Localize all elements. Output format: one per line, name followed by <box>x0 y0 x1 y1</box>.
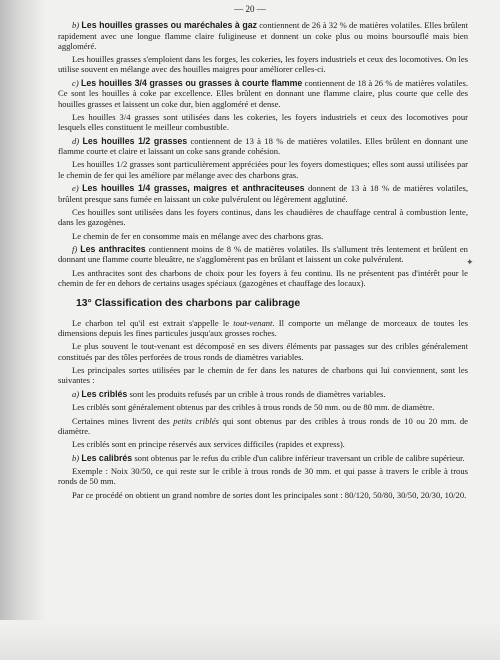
page-body <box>58 20 468 503</box>
paragraph-text: Les houilles grasses s'emploient dans les forges, les cokeries, les foyers industriels et ceux des locomotives. On les utilise souvent en mélange avec des houilles maigres pour améliorer celles-ci. <box>58 54 468 75</box>
item-term: Les calibrés <box>81 452 133 463</box>
italic-term: tout-venant <box>233 317 273 328</box>
page-number: — 20 — <box>234 4 266 14</box>
paragraph-text: contiennent moins de 8 % de matières volatiles. Ils s'allument très lentement et brûlent en donnant une flamme courte bleuâtre, ne s'agglomèrent pas en brûlant et laissent un coke pulvérulent. <box>58 243 468 265</box>
paragraph-text: contiennent de 13 à 18 % de matières volatiles. Elles brûlent en donnant une flamme courte et claire et laissant un coke sans grande cohésion. <box>58 135 468 157</box>
paragraph-text: Les criblés sont en principe réservés aux services difficiles (rapides et express). <box>72 439 345 450</box>
paragraph <box>58 244 468 265</box>
paragraph <box>58 365 468 386</box>
item-letter: b) <box>72 452 80 463</box>
item-term: Les houilles 1/4 grasses, maigres et anthraciteuses <box>82 183 305 194</box>
paragraph-text: Le chemin de fer en consomme mais en mélange avec des charbons gras. <box>72 230 324 241</box>
paragraph <box>58 453 468 464</box>
paragraph <box>58 268 468 289</box>
paragraph <box>58 439 468 449</box>
binding-shadow <box>0 0 46 660</box>
paragraph <box>58 136 468 157</box>
paragraph-text: Exemple : Noix 30/50, ce qui reste sur le crible à trous ronds de 30 mm. et qui passe à travers le crible à trous ronds de 50 mm. <box>58 466 468 487</box>
item-letter: e) <box>72 183 79 194</box>
paragraph <box>58 318 468 339</box>
paragraph-text: Les anthracites sont des charbons de choix pour les foyers à feu continu. Ils ne présentent pas d'intérêt pour le chemin de fer en dehors de certains usages spéciaux (gazogènes et chauffage des locaux). <box>58 267 468 289</box>
paragraph <box>58 159 468 180</box>
item-term: Les criblés <box>81 388 128 399</box>
item-term: Les anthracites <box>80 243 146 254</box>
item-term: Les houilles 3/4 grasses ou grasses à courte flamme <box>81 77 303 88</box>
item-letter: a) <box>72 388 80 399</box>
italic-term: petits criblés <box>173 415 219 426</box>
paragraph-text: contiennent de 26 à 32 % de matières volatiles. Elles brûlent rapidement avec une longue flamme claire fuligineuse et donnent un coke plus ou moins boursouflé mais bien aggloméré. <box>58 20 468 51</box>
paragraph <box>58 207 468 228</box>
paragraph-text: qui sont obtenus par des cribles à trous ronds de 10 ou 20 mm. de diamètre. <box>58 415 468 436</box>
paragraph-text: Certaines mines livrent des <box>72 415 174 426</box>
item-letter: b) <box>72 20 80 30</box>
paragraph <box>58 231 468 241</box>
paragraph <box>58 416 468 437</box>
paragraph <box>58 112 468 133</box>
paragraph-text: donnent de 13 à 18 % de matières volatiles, brûlent presque sans fumée en laissant un coke pulvérulent ou légèrement agglutiné. <box>58 183 468 204</box>
paragraph-text: Le charbon tel qu'il est extrait s'appelle le <box>72 317 234 328</box>
paragraph <box>58 402 468 412</box>
paragraph-text: Ces houilles sont utilisées dans les foyers continus, dans les chaudières de chauffage central à combustion lente, dans les gazogènes. <box>58 206 468 228</box>
paragraph-text: sont obtenus par le refus du crible d'un calibre inférieur traversant un crible de calibre supérieur. <box>132 452 465 463</box>
paragraph-text: . Il comporte un mélange de morceaux de toutes les dimensions depuis les fines particules jusqu'aux grosses roches. <box>58 317 468 339</box>
paragraph <box>58 466 468 487</box>
paragraph <box>58 78 468 109</box>
paragraph-text: Les houilles 3/4 grasses sont utilisées dans les cokeries, les foyers industriels et ceux des locomotives pour lesquels elles constituent le meilleur combustible. <box>58 111 468 133</box>
paragraph-text: Les criblés sont généralement obtenus par des cribles à trous ronds de 50 mm. ou de 80 mm. de diamètre. <box>72 402 435 413</box>
paragraph <box>58 341 468 362</box>
paragraph-text: Les principales sortes utilisées par le chemin de fer dans les natures de charbons qui lui conviennent, sont les suivantes : <box>58 365 468 386</box>
item-letter: f) <box>72 243 78 254</box>
paragraph-text: sont les produits refusés par un crible à trous ronds de diamètres variables. <box>127 388 386 399</box>
paragraph-text: contiennent de 18 à 26 % de matières volatiles. Ce sont les houilles à coke par excellence. Elles brûlent en donnant une flamme claire, plus courte que celle des houilles grasses et laissent un coke dur, bien aggloméré et dense. <box>58 77 468 109</box>
item-letter: c) <box>72 77 79 88</box>
paragraph <box>58 183 468 204</box>
paragraph-text: Les houilles 1/2 grasses sont particulièrement appréciées pour les foyers domestiques; elles sont aussi utilisées par le chemin de fer qui les améliore par mélange avec des charbons gras. <box>58 159 468 180</box>
section-heading: 13° Classification des charbons par calibrage <box>76 298 301 310</box>
margin-mark: ✦ <box>466 257 474 267</box>
paragraph <box>58 389 468 400</box>
paragraph <box>58 490 468 500</box>
bottom-shade <box>0 620 500 660</box>
paragraph-text: Le plus souvent le tout-venant est décomposé en ses divers éléments par passages sur des cribles généralement constitués par des tôles perforées de trous ronds de diamètres variables. <box>58 341 468 362</box>
item-term: Les houilles 1/2 grasses <box>82 135 188 146</box>
item-term: Les houilles grasses ou maréchales à gaz <box>81 20 257 30</box>
paragraph-text: Par ce procédé on obtient un grand nombre de sortes dont les principales sont : 80/120, 50/80, 30/50, 20/30, 10/20. <box>72 489 467 500</box>
paragraph <box>58 54 468 75</box>
paragraph <box>58 20 468 51</box>
item-letter: d) <box>72 135 80 146</box>
